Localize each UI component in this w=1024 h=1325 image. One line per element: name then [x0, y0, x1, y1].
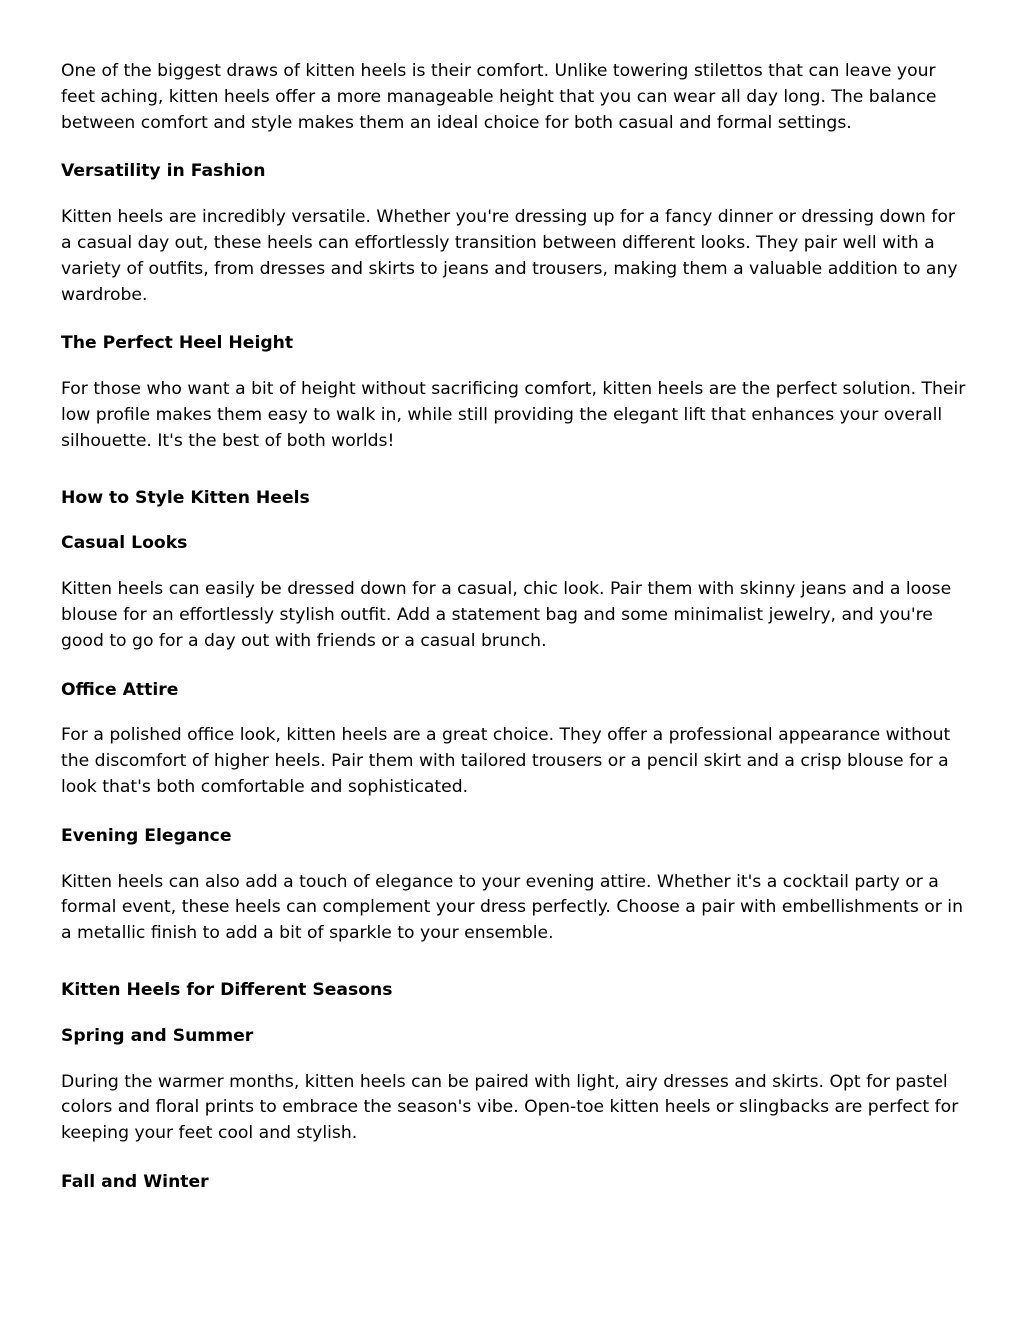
heading-evening-elegance: Evening Elegance — [61, 825, 232, 846]
paragraph-versatility: Kitten heels are incredibly versatile. Whether you're dressing up for a fancy dinner or dressing down for a casual day out, these heels can effortlessly transition between different looks. They pair well with a variety of outfits, from dresses and skirts to jeans and trousers, making them a valuable addition to any wardrobe. — [61, 207, 958, 305]
paragraph-office-attire: For a polished office look, kitten heels are a great choice. They offer a professional appearance without the discomfort of higher heels. Pair them with tailored trousers or a pencil skirt and a crisp blouse for a look that's both comfortable and sophisticated. — [61, 725, 951, 797]
heading-spring-summer: Spring and Summer — [61, 1025, 254, 1046]
heading-fall-winter: Fall and Winter — [61, 1171, 209, 1192]
heading-heel-height: The Perfect Heel Height — [61, 333, 294, 354]
intro-paragraph: One of the biggest draws of kitten heels is their comfort. Unlike towering stilettos that can leave your feet aching, kitten heels offer a more manageable height that you can wear all day long. The balance between comfort and style makes them an ideal choice for both casual and formal settings. — [61, 61, 937, 133]
document-page — [61, 59, 966, 1196]
paragraph-spring-summer: During the warmer months, kitten heels can be paired with light, airy dresses and skirts. Opt for pastel colors and floral prints to embrace the season's vibe. Open-toe kitten heels or slingbacks are perfect for keeping your feet cool and stylish. — [61, 1071, 959, 1144]
heading-versatility: Versatility in Fashion — [61, 161, 266, 182]
heading-how-to-style: How to Style Kitten Heels — [61, 487, 310, 508]
paragraph-heel-height: For those who want a bit of height without sacrificing comfort, kitten heels are the perfect solution. Their low profile makes them easy to walk in, while still providing the elegant lift that enhances your overall silhouette. It's the best of both worlds! — [61, 379, 966, 451]
paragraph-evening-elegance: Kitten heels can also add a touch of elegance to your evening attire. Whether it's a cocktail party or a formal event, these heels can complement your dress perfectly. Choose a pair with embellishments or in a metallic finish to add a bit of sparkle to your ensemble. — [61, 871, 963, 944]
paragraph-casual-looks: Kitten heels can easily be dressed down for a casual, chic look. Pair them with skinny jeans and a loose blouse for an effortlessly stylish outfit. Add a statement bag and some minimalist jewelry, and you're good to go for a day out with friends or a casual brunch. — [61, 579, 952, 651]
heading-casual-looks: Casual Looks — [61, 533, 188, 554]
heading-seasons: Kitten Heels for Different Seasons — [61, 979, 393, 1000]
heading-office-attire: Office Attire — [61, 679, 179, 700]
